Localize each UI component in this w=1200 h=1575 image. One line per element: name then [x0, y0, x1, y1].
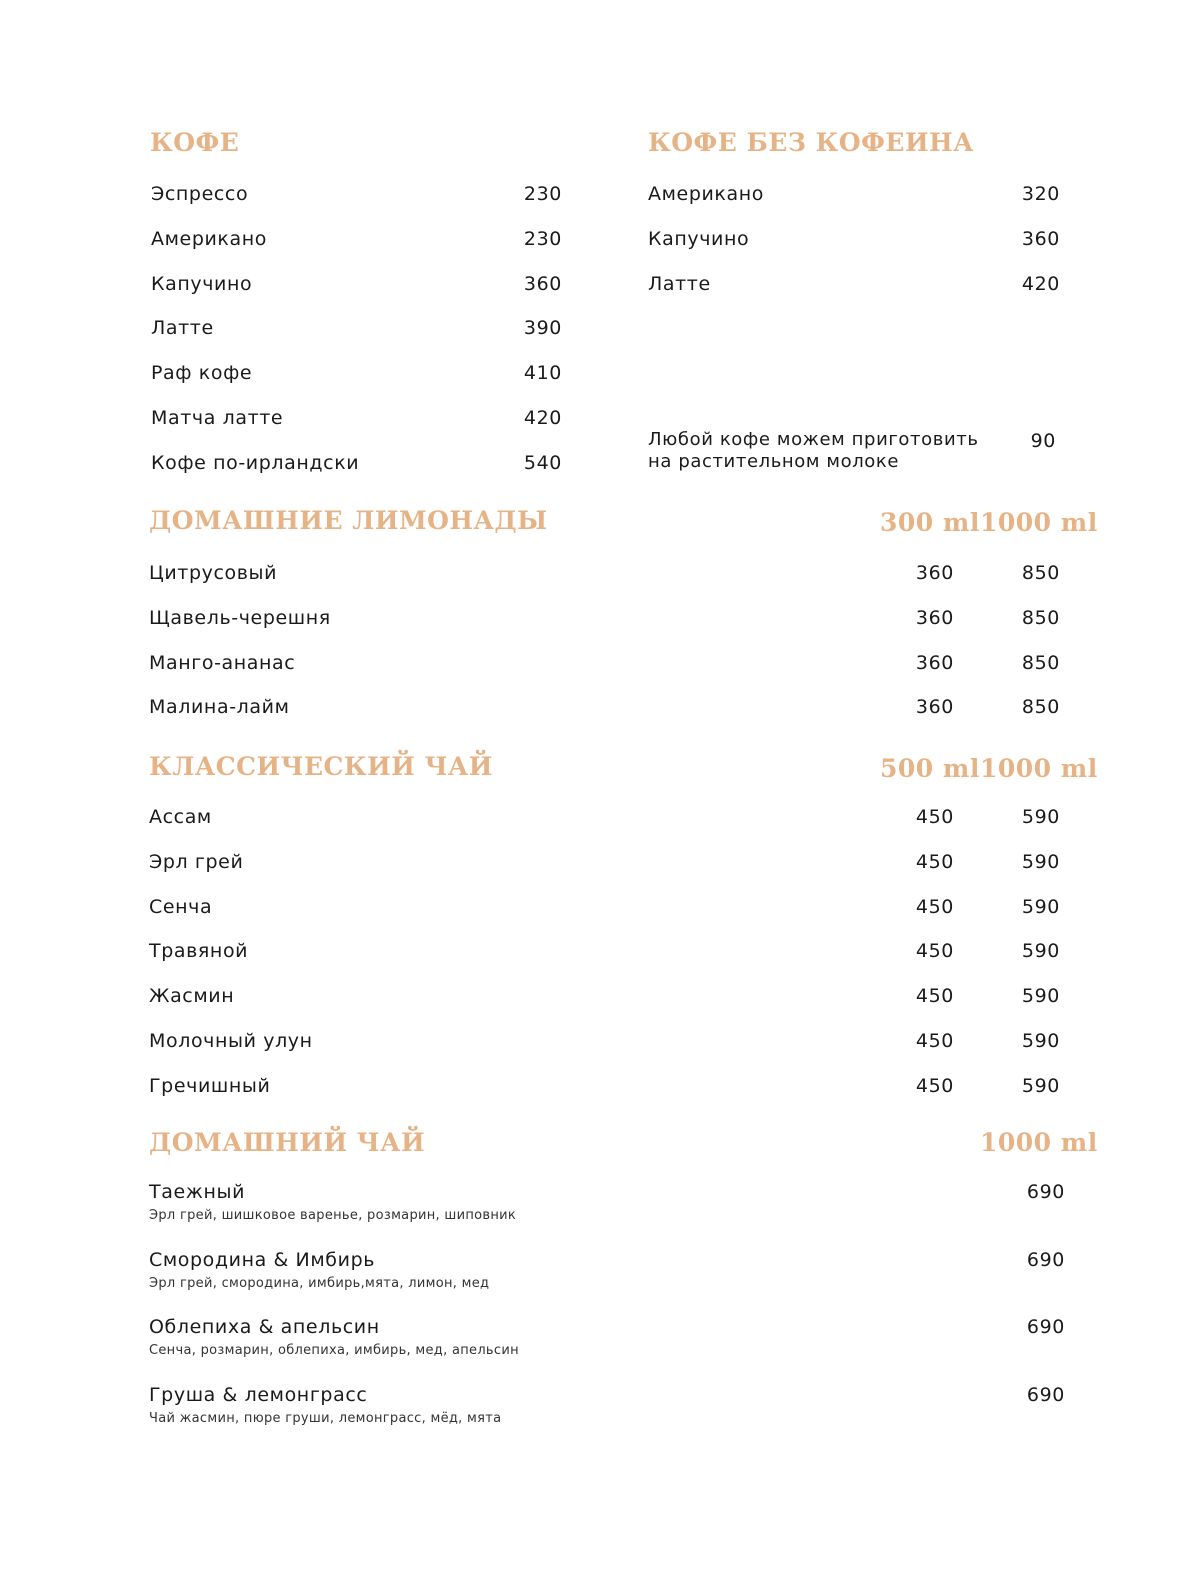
menu-item-name: Малина-лайм	[149, 696, 290, 719]
menu-item-price-large: 590	[1021, 806, 1060, 828]
menu-item-price-small: 450	[915, 806, 954, 828]
plant-milk-note	[648, 429, 979, 473]
classic-tea-size-small: 500 ml	[880, 754, 980, 783]
menu-item-name: Груша & лемонграсс	[149, 1383, 368, 1406]
menu-item-price-large: 850	[1021, 562, 1060, 584]
classic-tea-size-large: 1000 ml	[980, 754, 1098, 783]
plant-milk-note-line1: Любой кофе можем приготовить	[648, 429, 979, 450]
menu-item-price-large: 590	[1021, 1030, 1060, 1052]
menu-item-name: Жасмин	[149, 985, 235, 1008]
menu-item-description: Эрл грей, шишковое варенье, розмарин, шиповник	[149, 1208, 517, 1223]
menu-item-name: Цитрусовый	[149, 562, 278, 584]
menu-item-name: Манго-ананас	[149, 651, 296, 674]
menu-item-name: Гречишный	[149, 1074, 271, 1097]
menu-item-price-large: 590	[1021, 940, 1060, 963]
coffee-section-title: КОФЕ	[150, 128, 240, 157]
menu-item-price: 230	[523, 227, 562, 250]
lemonades-size-large: 1000 ml	[980, 508, 1098, 537]
menu-item-price: 320	[1021, 183, 1060, 205]
menu-item-price: 690	[1026, 1383, 1065, 1406]
menu-item-name: Кофе по-ирландски	[151, 451, 360, 474]
menu-item-description: Эрл грей, смородина, имбирь,мята, лимон, мед	[149, 1275, 490, 1291]
menu-item-price: 690	[1026, 1248, 1065, 1271]
menu-item-name: Таежный	[149, 1181, 246, 1203]
menu-item-description: Чай жасмин, пюре груши, лемонграсс, мёд, мята	[149, 1410, 502, 1426]
menu-item-price-small: 450	[915, 985, 954, 1008]
menu-item-price-large: 850	[1021, 696, 1060, 719]
menu-item-price: 420	[523, 407, 562, 429]
menu-item-price-small: 450	[915, 940, 954, 963]
plant-milk-price: 90	[1030, 430, 1056, 452]
menu-item-price-small: 450	[915, 850, 954, 873]
menu-item-price-small: 450	[915, 895, 954, 918]
menu-item-price-large: 850	[1021, 651, 1060, 674]
menu-item-price-small: 360	[915, 606, 954, 629]
menu-item-name: Облепиха & апельсин	[149, 1316, 380, 1338]
menu-item-price: 410	[523, 362, 562, 385]
menu-item-name: Молочный улун	[149, 1030, 313, 1052]
menu-item-name: Сенча	[149, 895, 213, 918]
menu-item-name: Травяной	[149, 940, 249, 963]
menu-item-price-small: 360	[915, 651, 954, 674]
menu-item-name: Раф кофе	[151, 362, 253, 385]
menu-item-name: Эрл грей	[149, 850, 244, 873]
menu-item-price: 690	[1026, 1316, 1065, 1338]
menu-item-price-small: 450	[915, 1030, 954, 1052]
menu-item-price: 230	[523, 183, 562, 205]
plant-milk-note-line2: на растительном молоке	[648, 451, 900, 472]
decaf-section-title: КОФЕ БЕЗ КОФЕИНА	[648, 128, 975, 157]
menu-item-price: 360	[523, 272, 562, 295]
classic-tea-section-title: КЛАССИЧЕСКИЙ ЧАЙ	[149, 752, 493, 781]
menu-item-price-large: 590	[1021, 850, 1060, 873]
home-tea-size: 1000 ml	[980, 1128, 1098, 1157]
menu-item-price-small: 360	[915, 696, 954, 719]
menu-item-name: Американо	[151, 227, 267, 250]
menu-item-name: Матча латте	[151, 407, 284, 429]
menu-item-name: Американо	[648, 183, 764, 205]
menu-item-name: Щавель-черешня	[149, 606, 331, 629]
menu-item-price-large: 850	[1021, 606, 1060, 629]
menu-item-description: Сенча, розмарин, облепиха, имбирь, мед, апельсин	[149, 1343, 519, 1358]
lemonades-section-title: ДОМАШНИЕ ЛИМОНАДЫ	[149, 506, 548, 535]
menu-item-name: Латте	[151, 317, 214, 340]
menu-item-name: Смородина & Имбирь	[149, 1248, 376, 1271]
lemonades-size-small: 300 ml	[880, 508, 980, 537]
menu-item-price-large: 590	[1021, 895, 1060, 918]
menu-item-price: 420	[1021, 272, 1060, 295]
menu-item-price-small: 450	[915, 1074, 954, 1097]
menu-item-price-small: 360	[915, 562, 954, 584]
menu-item-name: Ассам	[149, 806, 212, 828]
menu-item-price: 540	[523, 451, 562, 474]
menu-item-name: Эспрессо	[151, 183, 249, 205]
menu-item-price: 390	[523, 317, 562, 340]
menu-item-price-large: 590	[1021, 1074, 1060, 1097]
menu-item-price: 360	[1021, 227, 1060, 250]
menu-item-price: 690	[1026, 1181, 1065, 1203]
menu-item-name: Капучино	[151, 272, 253, 295]
menu-item-name: Капучино	[648, 227, 750, 250]
menu-item-name: Латте	[648, 272, 711, 295]
menu-item-price-large: 590	[1021, 985, 1060, 1008]
home-tea-section-title: ДОМАШНИЙ ЧАЙ	[149, 1128, 426, 1157]
